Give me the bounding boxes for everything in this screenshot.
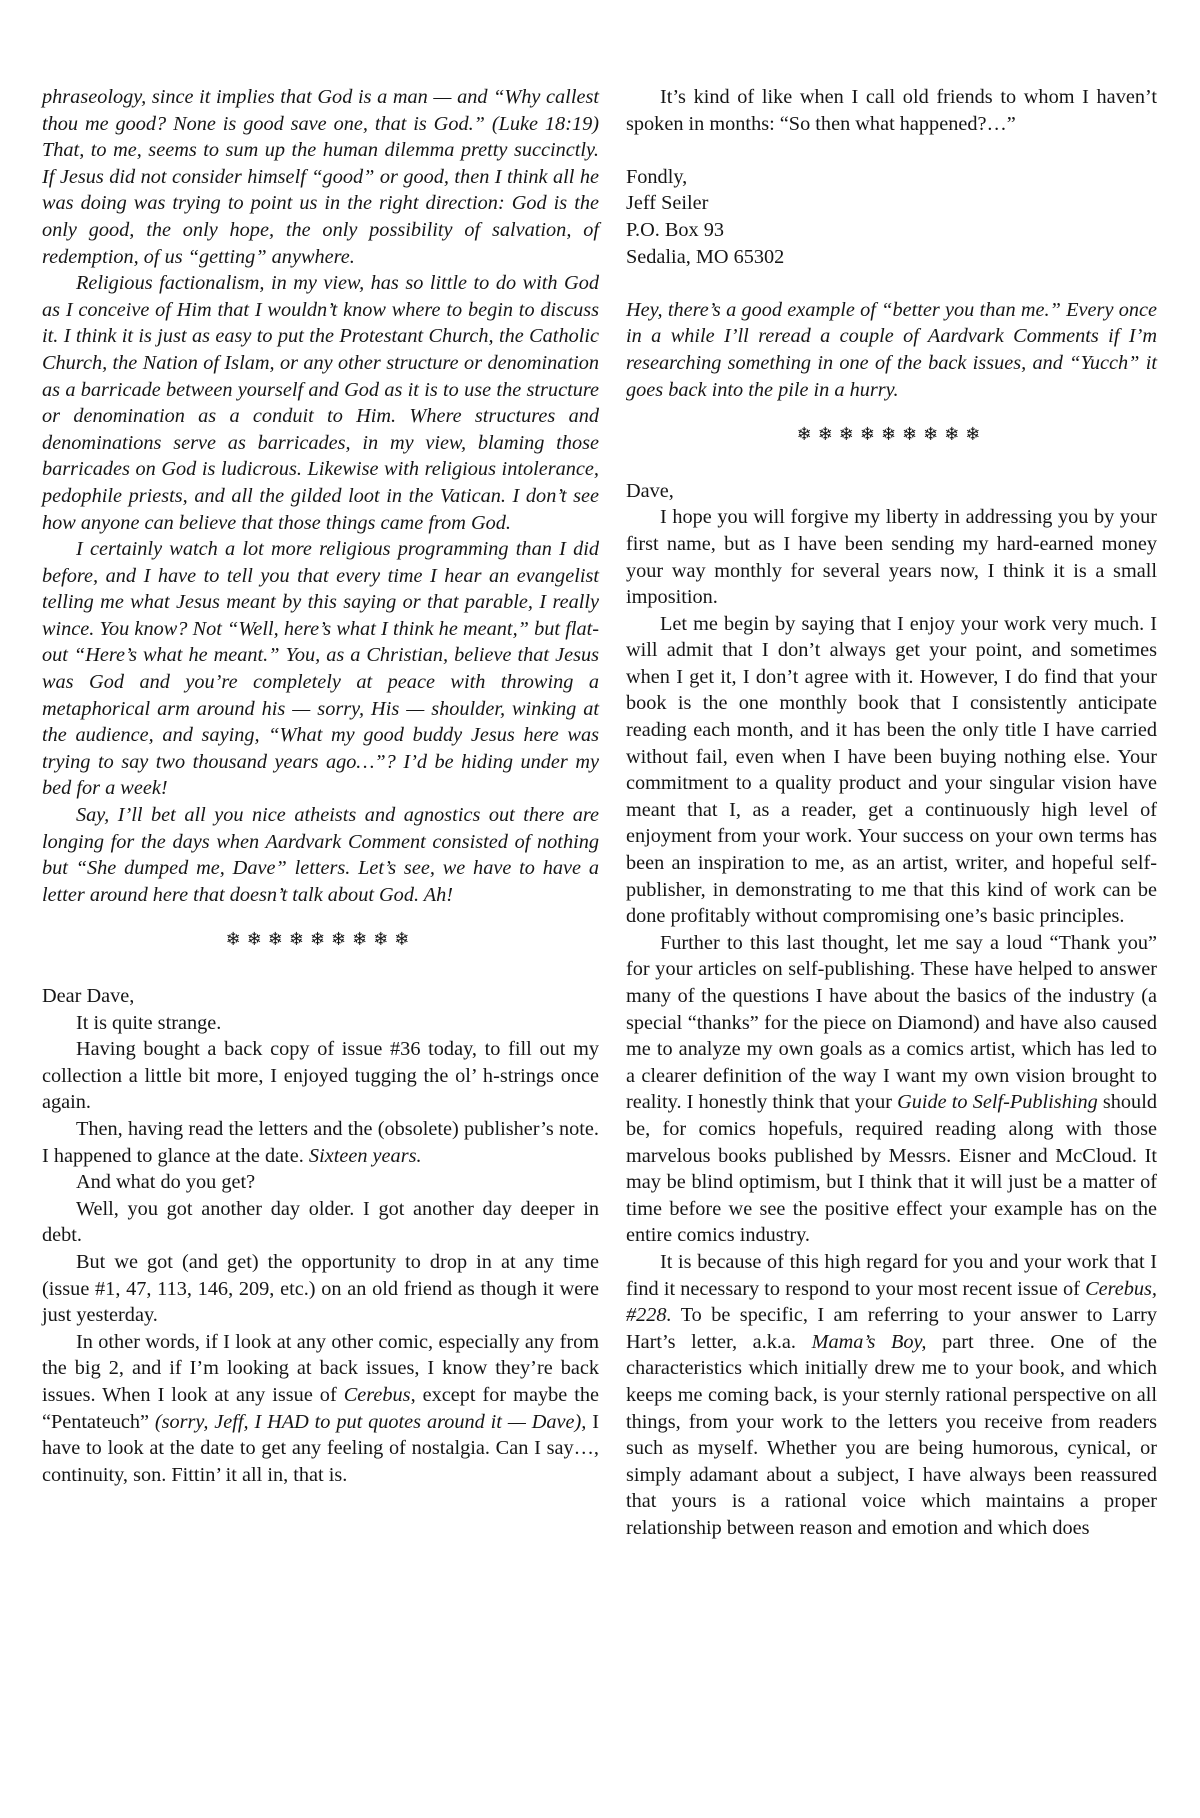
text: Say, I’ll bet all you nice atheists and agnostics out there are longing for the days when Aardvark Comment consisted of nothing but “She dumped me, Dave” letters. Let’s see, we have to have a letter around here that doesn’t talk about God. Ah! xyxy=(42,804,599,906)
paragraph xyxy=(626,297,1157,403)
paragraph xyxy=(626,478,1157,505)
text: Religious factionalism, in my view, has so little to do with God as I conceive of Him that I wouldn’t know where to begin to discuss it. I think it is just as easy to put the Protestant Church, the Catholic Church, the Nation of Islam, or any other structure or denomination as a barricade between yourself and God as it is to use the structure or denomination as a conduit to Him. Where structures and denominations serve as barricades, in my view, blaming those barricades on God is ludicrous. Likewise with religious intolerance, pedophile priests, and all the gilded loot in the Vatican. I don’t see how anyone can believe that those things came from God. xyxy=(42,272,599,534)
text: But we got (and get) the opportunity to drop in at any time (issue #1, 47, 113, 146, 209, etc.) on an old friend as though it were just yesterday. xyxy=(42,1250,599,1327)
italic-text: Cerebus xyxy=(343,1383,411,1406)
paragraph xyxy=(42,1249,599,1329)
text: Hey, there’s a good example of “better you than me.” Every once in a while I’ll reread a couple of Aardvark Comments if I’m researching something in one of the back issues, and “Yucch” it goes back into the pile in a hurry. xyxy=(626,298,1157,401)
paragraph xyxy=(42,1116,599,1169)
paragraph xyxy=(626,244,1157,271)
text: Further to this last thought, let me say a loud “Thank you” for your articles on self-publishing. These have helped to answer many of the questions I have about the basics of the industry (a special “thanks” for the piece on Diamond) and have also caused me to analyze my own goals as a comics artist, which has led to a clearer definition of the way I want my own vision brought to reality. I honestly think that your xyxy=(626,931,1157,1114)
section-divider-ornament: ❄❄❄❄❄❄❄❄❄ xyxy=(796,424,987,445)
text: , except for maybe the “Pentateuch” xyxy=(42,1383,599,1433)
text: Sedalia, MO 65302 xyxy=(626,245,785,268)
italic-text: Guide to Self-Publishing xyxy=(897,1091,1098,1114)
paragraph xyxy=(42,270,599,536)
paragraph xyxy=(42,84,599,270)
paragraph xyxy=(626,217,1157,244)
text: Dave, xyxy=(626,479,674,502)
paragraph xyxy=(42,802,599,908)
text: Dear Dave, xyxy=(42,985,135,1007)
paragraph xyxy=(626,164,1157,191)
text: Well, you got another day older. I got another day deeper in debt. xyxy=(42,1197,599,1247)
paragraph xyxy=(626,504,1157,610)
text: It’s kind of like when I call old friends to whom I haven’t spoken in months: “So then what happened?…” xyxy=(626,86,1157,135)
paragraph xyxy=(626,930,1157,1249)
section-divider-ornament: ❄❄❄❄❄❄❄❄❄ xyxy=(225,929,416,950)
text: Jeff Seiler xyxy=(626,192,709,215)
text: Then, having read the letters and the (obsolete) publisher’s note. I happened to glance at the date. xyxy=(42,1117,599,1167)
text: I have to look at the date to get any feeling of nostalgia. Can I say…, continuity, son. Fittin’ it all in, that is. xyxy=(42,1410,599,1486)
text: Fondly, xyxy=(626,165,688,188)
paragraph xyxy=(42,1329,599,1489)
text: Let me begin by saying that I enjoy your work very much. I will admit that I don’t always get your point, and sometimes when I get it, I don’t agree with it. However, I do find that your book is the one monthly book that I consistently anticipate reading each month, and it has been the only title I have carried without fail, even when I have been buying nothing else. Your commitment to a quality product and your singular vision have meant that I, as a reader, get a continuously high level of enjoyment from your work. Your success on your own terms has been an inspiration to me, as an artist, writer, and hopeful self-publisher, in demonstrating to me that this kind of work can be done profitably without compromising one’s basic principles. xyxy=(626,612,1157,928)
text: Having bought a back copy of issue #36 today, to fill out my collection a little bit more, I enjoyed tugging the ol’ h-strings once again. xyxy=(42,1038,599,1114)
paragraph xyxy=(626,1249,1157,1542)
paragraph xyxy=(626,190,1157,217)
italic-text: Sixteen years. xyxy=(308,1144,422,1167)
paragraph xyxy=(42,536,599,802)
paragraph xyxy=(42,1169,599,1196)
text: phraseology, since it implies that God is a man — and “Why callest thou me good? None is good save one, that is God.” (Luke 18:19) That, to me, seems to sum up the human dilemma pretty succinctly. If Jesus did not consider himself “good” or good, then I think all he was doing was trying to point us in the right direction: God is the only good, the only hope, the only possibility of salvation, of redemption, of us “getting” anywhere. xyxy=(42,86,599,268)
left-column xyxy=(42,84,599,1488)
right-column xyxy=(626,84,1157,1541)
paragraph xyxy=(626,611,1157,930)
text: should be, for comics hopefuls, required reading along with those marvelous books published by Messrs. Eisner and McCloud. It may be blind optimism, but I think that it will just be a matter of time before we see the positive effect your example has on the entire comics industry. xyxy=(626,1091,1157,1247)
paragraph xyxy=(42,1036,599,1116)
text: To be specific, I am referring to your answer to Larry Hart’s letter, a.k.a. xyxy=(626,1304,1157,1353)
text: It is because of this high regard for you and your work that I find it necessary to respond to your most recent issue of xyxy=(626,1250,1157,1300)
italic-text: Cerebus, #228. xyxy=(626,1277,1157,1327)
text: part three. One of the characteristics which initially drew me to your book, and which keeps me coming back, is your sternly rational perspective on all things, from your work to the letters you receive from readers such as myself. Whether you are being humorous, cynical, or simply adamant about a subject, I have always been reassured that yours is a rational voice which maintains a proper relationship between reason and emotion and which does xyxy=(626,1330,1157,1539)
text: I certainly watch a lot more religious programming than I did before, and I have to tell you that every time I hear an evangelist telling me what Jesus meant by this saying or that parable, I really wince. You know? Not “Well, here’s what I think he meant,” but flat-out “Here’s what he meant.” You, as a Christian, believe that Jesus was God and you’re completely at peace with throwing a metaphorical arm around his — sorry, His — shoulder, winking at the audience, and saying, “What my good buddy Jesus here was trying to say two thousand years ago…”? I’d be hiding under my bed for a week! xyxy=(42,538,599,800)
blank-line xyxy=(626,137,1157,164)
paragraph xyxy=(42,1196,599,1249)
paragraph xyxy=(42,1010,599,1037)
paragraph xyxy=(626,84,1157,137)
text: P.O. Box 93 xyxy=(626,218,725,241)
text: In other words, if I look at any other comic, especially any from the big 2, and if I’m looking at back issues, I know they’re back issues. When I look at any issue of xyxy=(42,1330,599,1406)
italic-text: (sorry, Jeff, I HAD to put quotes around it — Dave), xyxy=(154,1410,587,1433)
text: And what do you get? xyxy=(76,1171,256,1194)
blank-line xyxy=(626,270,1157,297)
text: It is quite strange. xyxy=(76,1011,222,1034)
italic-text: Mama’s Boy, xyxy=(811,1330,927,1353)
paragraph xyxy=(42,983,599,1010)
text: I hope you will forgive my liberty in addressing you by your first name, but as I have been sending my hard-earned money your way monthly for several years now, I think it is a small imposition. xyxy=(626,506,1157,609)
